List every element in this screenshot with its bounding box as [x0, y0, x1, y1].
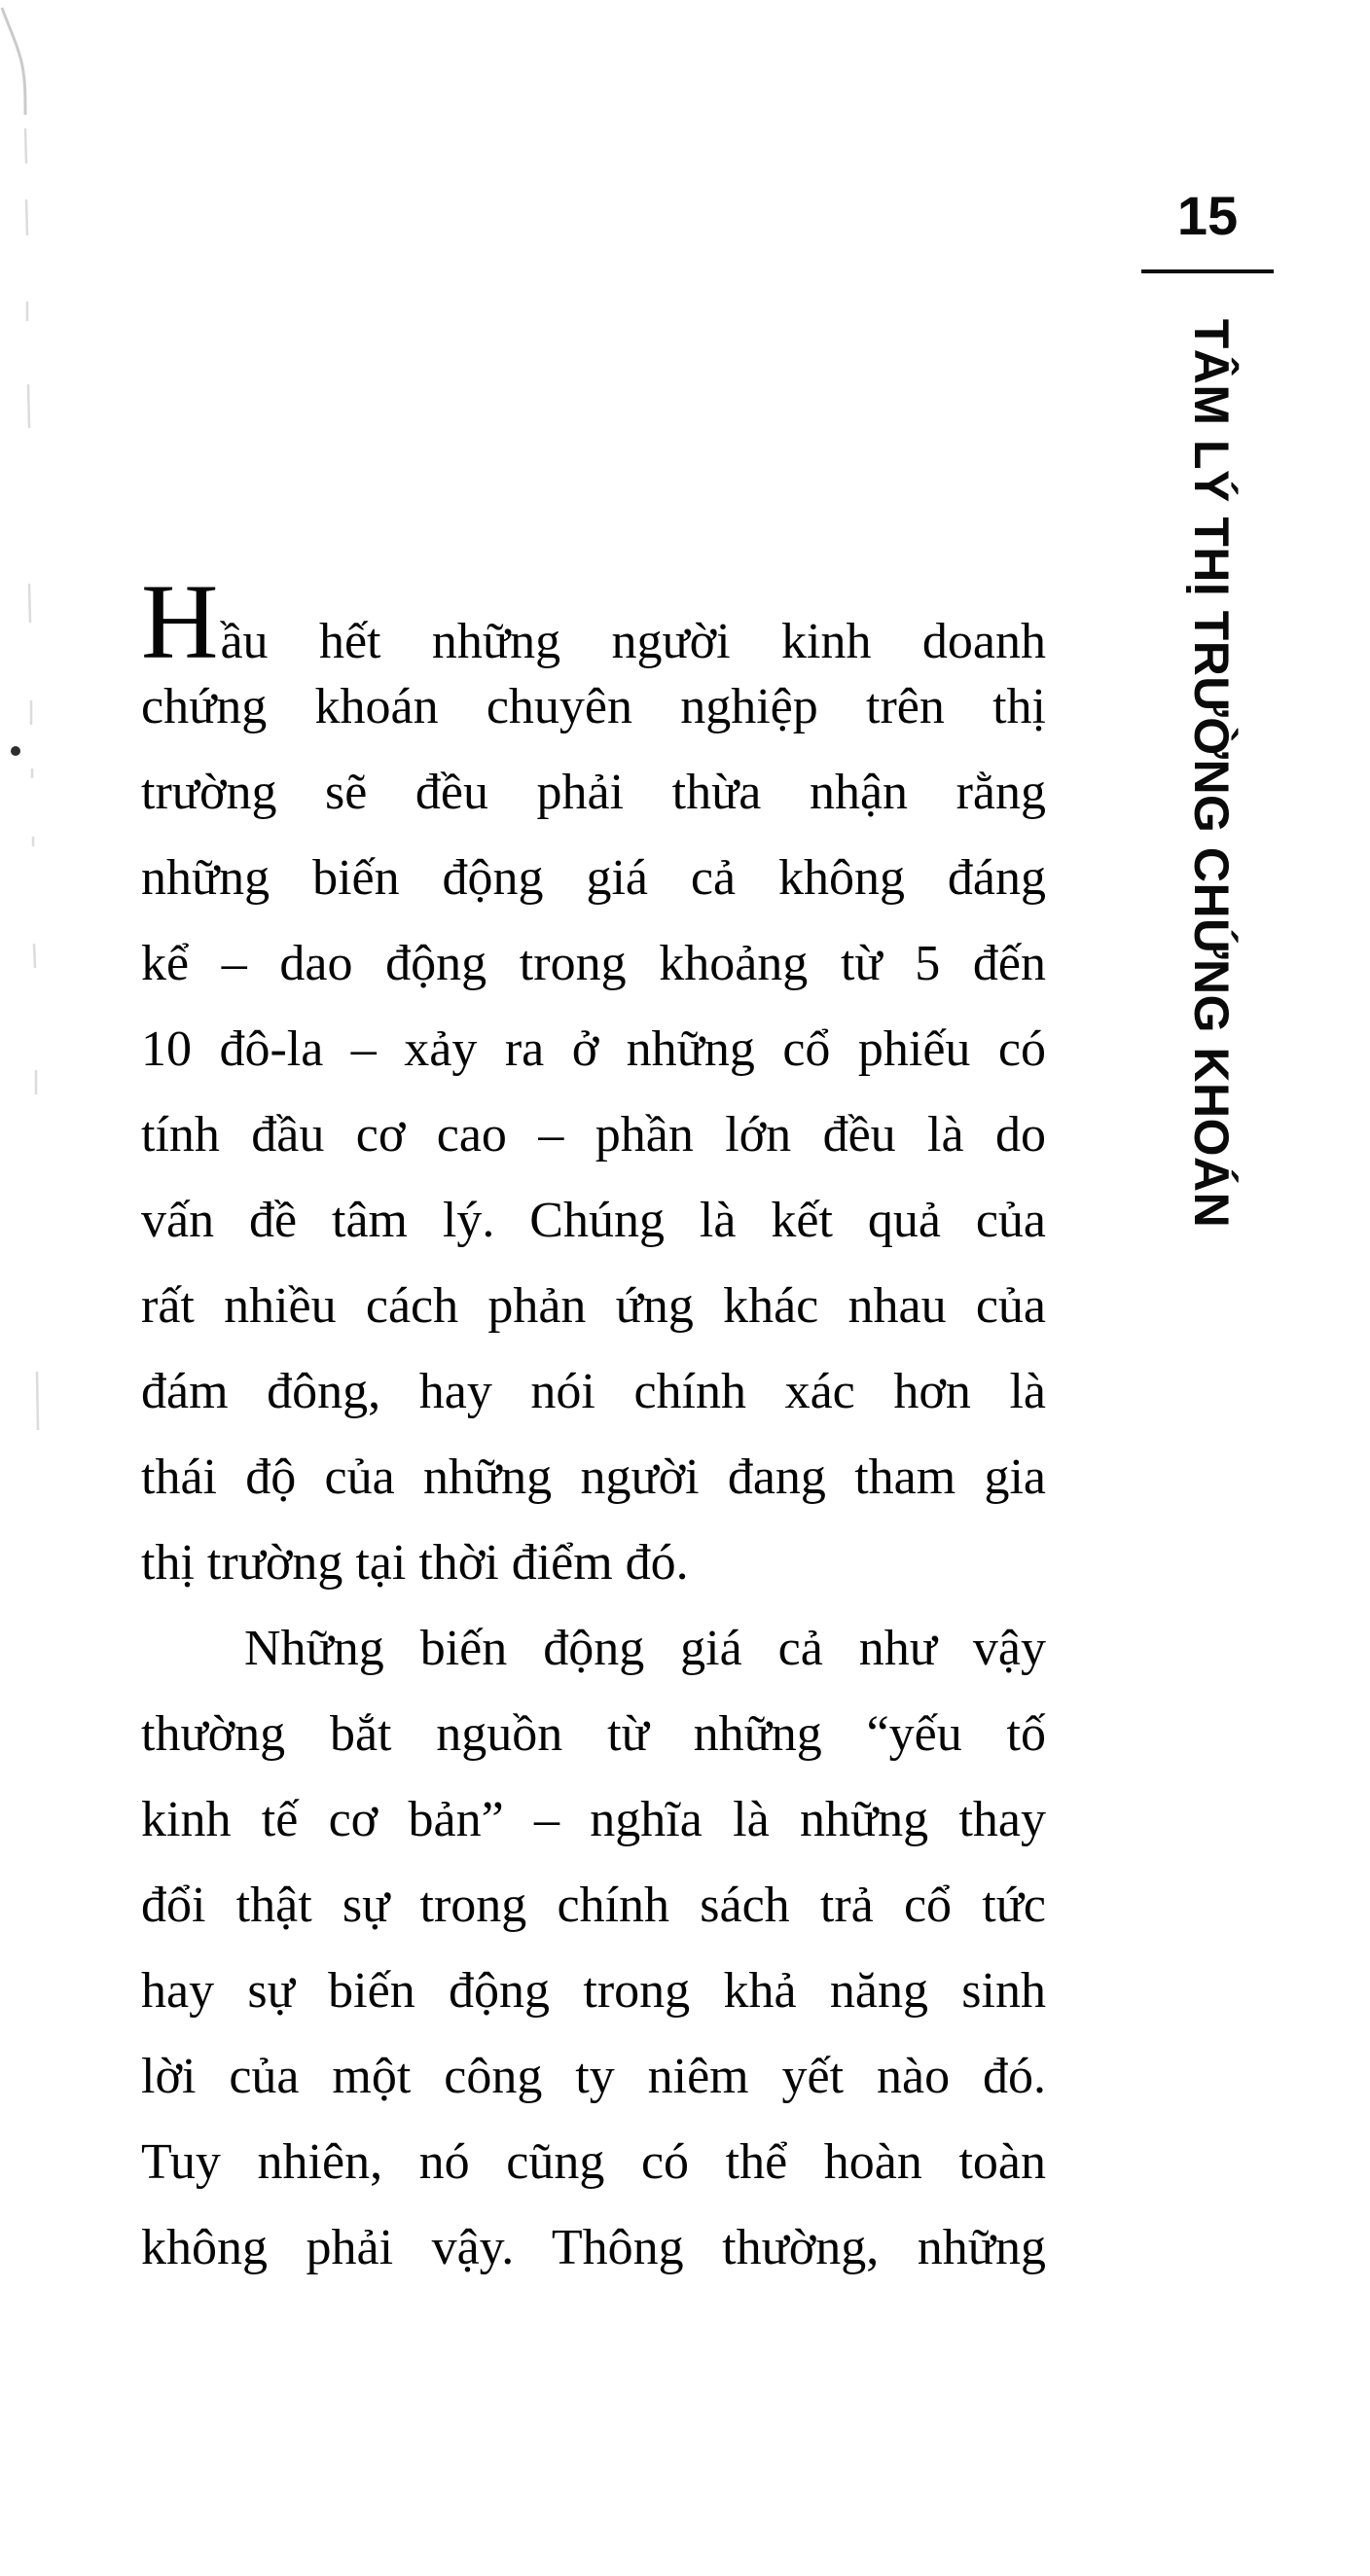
text-line: Những biến động giá cả như vậy [244, 1621, 1046, 1676]
scan-crease-line [2, 8, 25, 115]
text-line: hay sự biến động trong khả năng sinh [141, 1963, 1046, 2019]
text-line: tính đầu cơ cao – phần lớn đều là do [141, 1107, 1046, 1163]
text-line: vấn đề tâm lý. Chúng là kết quả của [141, 1193, 1046, 1248]
text-line: trường sẽ đều phải thừa nhận rằng [141, 765, 1046, 820]
text-line: kinh tế cơ bản” – nghĩa là những thay [141, 1792, 1046, 1847]
text-line: Hầu hết những người kinh doanh [141, 562, 1046, 681]
text-line: 10 đô-la – xảy ra ở những cổ phiếu có [141, 1021, 1046, 1077]
text-line: thường bắt nguồn từ những “yếu tố [141, 1706, 1046, 1762]
scan-crease-dashes [25, 128, 38, 1430]
text-line: Tuy nhiên, nó cũng có thể hoàn toàn [141, 2134, 1046, 2190]
text-line: kể – dao động trong khoảng từ 5 đến [141, 936, 1046, 991]
header-rule [1141, 269, 1274, 273]
initial-capital: H [141, 562, 221, 681]
text-line: chứng khoán chuyên nghiệp trên thị [141, 679, 1046, 734]
text-line: lời của một công ty niêm yết nào đó. [141, 2049, 1046, 2104]
running-head-vertical: TÂM LÝ THỊ TRƯỜNG CHỨNG KHOÁN [1184, 318, 1239, 1229]
text-line: rất nhiều cách phản ứng khác nhau của [141, 1278, 1046, 1334]
text-line: không phải vậy. Thông thường, những [141, 2220, 1046, 2275]
text-line: đám đông, hay nói chính xác hơn là [141, 1364, 1046, 1419]
text-line: những biến động giá cả không đáng [141, 850, 1046, 906]
body-text [141, 562, 1046, 2291]
page-number: 15 [1176, 185, 1239, 246]
ink-dot [11, 746, 20, 756]
text-line: thái độ của những người đang tham gia [141, 1449, 1046, 1505]
text-line: đổi thật sự trong chính sách trả cổ tức [141, 1878, 1046, 1933]
text-line: thị trường tại thời điểm đó. [141, 1535, 689, 1591]
